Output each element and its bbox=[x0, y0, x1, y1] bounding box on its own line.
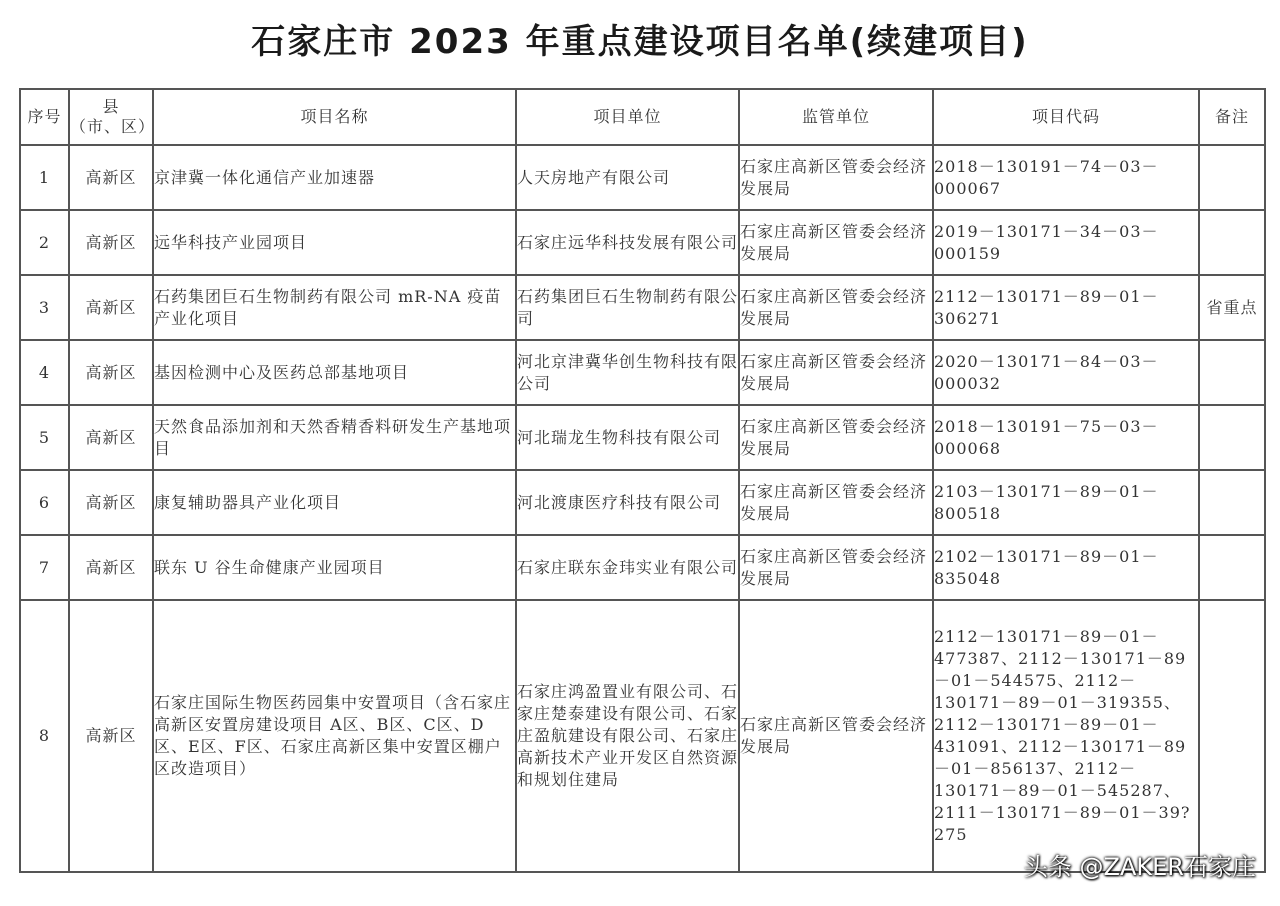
table-row bbox=[20, 145, 1265, 210]
cell-supervisor: 石家庄高新区管委会经济发展局 bbox=[739, 340, 933, 405]
cell-note bbox=[1199, 600, 1265, 872]
table-row bbox=[20, 600, 1265, 872]
cell-note: 省重点 bbox=[1199, 275, 1265, 340]
document-title: 石家庄市 2023 年重点建设项目名单(续建项目) bbox=[251, 22, 1029, 62]
cell-supervisor: 石家庄高新区管委会经济发展局 bbox=[739, 470, 933, 535]
cell-project-name: 天然食品添加剂和天然香精香料研发生产基地项目 bbox=[153, 405, 516, 470]
cell-supervisor: 石家庄高新区管委会经济发展局 bbox=[739, 275, 933, 340]
cell-district: 高新区 bbox=[69, 470, 153, 535]
header-county bbox=[69, 89, 156, 145]
header-county-line1: 县 bbox=[102, 97, 120, 116]
cell-project-name: 联东 U 谷生命健康产业园项目 bbox=[153, 535, 516, 600]
cell-district: 高新区 bbox=[69, 145, 153, 210]
cell-district: 高新区 bbox=[69, 275, 153, 340]
cell-project-code: 2020－130171－84－03－000032 bbox=[933, 340, 1199, 405]
header-project-code: 项目代码 bbox=[933, 89, 1199, 145]
cell-district: 高新区 bbox=[69, 535, 153, 600]
cell-project-unit: 河北京津冀华创生物科技有限公司 bbox=[516, 340, 739, 405]
cell-no: 5 bbox=[20, 405, 69, 470]
watermark-text: 头条 @ZAKER石家庄 bbox=[1023, 853, 1256, 881]
header-county-line2: （市、区） bbox=[70, 117, 156, 136]
cell-project-unit: 河北渡康医疗科技有限公司 bbox=[516, 470, 739, 535]
header-project-name: 项目名称 bbox=[153, 89, 516, 145]
cell-note bbox=[1199, 340, 1265, 405]
cell-project-code: 2112－130171－89－01－306271 bbox=[933, 275, 1199, 340]
cell-no: 2 bbox=[20, 210, 69, 275]
cell-note bbox=[1199, 210, 1265, 275]
header-note: 备注 bbox=[1199, 89, 1265, 145]
table-row bbox=[20, 405, 1265, 470]
cell-district: 高新区 bbox=[69, 600, 153, 872]
cell-district: 高新区 bbox=[69, 210, 153, 275]
cell-project-code: 2103－130171－89－01－800518 bbox=[933, 470, 1199, 535]
cell-supervisor: 石家庄高新区管委会经济发展局 bbox=[739, 405, 933, 470]
cell-no: 8 bbox=[20, 600, 69, 872]
cell-project-unit: 石药集团巨石生物制药有限公司 bbox=[516, 275, 739, 340]
cell-no: 6 bbox=[20, 470, 69, 535]
cell-project-code: 2102－130171－89－01－835048 bbox=[933, 535, 1199, 600]
cell-project-name: 远华科技产业园项目 bbox=[153, 210, 516, 275]
cell-no: 4 bbox=[20, 340, 69, 405]
cell-no: 7 bbox=[20, 535, 69, 600]
cell-project-code: 2018－130191－75－03－000068 bbox=[933, 405, 1199, 470]
table-header-row bbox=[20, 89, 1265, 145]
cell-project-code: 2112－130171－89－01－477387、2112－130171－89－01－544575、2112－130171－89－01－319355、2112－130171－89－01－431091、2112－130171－89－01－856137、2112－130171－89－01－545287、2111－130171－89－01－39?275 bbox=[933, 600, 1199, 872]
table-row bbox=[20, 340, 1265, 405]
cell-note bbox=[1199, 535, 1265, 600]
header-supervisor: 监管单位 bbox=[739, 89, 933, 145]
cell-project-name: 石家庄国际生物医药园集中安置项目（含石家庄高新区安置房建设项目 A区、B区、C区、D区、E区、F区、石家庄高新区集中安置区棚户区改造项目） bbox=[153, 600, 516, 872]
project-table bbox=[19, 88, 1266, 873]
cell-supervisor: 石家庄高新区管委会经济发展局 bbox=[739, 145, 933, 210]
cell-project-name: 石药集团巨石生物制药有限公司 mR-NA 疫苗产业化项目 bbox=[153, 275, 516, 340]
cell-district: 高新区 bbox=[69, 405, 153, 470]
cell-supervisor: 石家庄高新区管委会经济发展局 bbox=[739, 535, 933, 600]
cell-supervisor: 石家庄高新区管委会经济发展局 bbox=[739, 210, 933, 275]
table-row bbox=[20, 470, 1265, 535]
table-row bbox=[20, 210, 1265, 275]
table-row bbox=[20, 275, 1265, 340]
cell-supervisor: 石家庄高新区管委会经济发展局 bbox=[739, 600, 933, 872]
cell-project-code: 2019－130171－34－03－000159 bbox=[933, 210, 1199, 275]
cell-note bbox=[1199, 145, 1265, 210]
cell-no: 3 bbox=[20, 275, 69, 340]
cell-project-code: 2018－130191－74－03－000067 bbox=[933, 145, 1199, 210]
cell-project-name: 基因检测中心及医药总部基地项目 bbox=[153, 340, 516, 405]
cell-district: 高新区 bbox=[69, 340, 153, 405]
header-project-unit: 项目单位 bbox=[516, 89, 739, 145]
cell-project-unit: 石家庄远华科技发展有限公司 bbox=[516, 210, 739, 275]
cell-project-unit: 石家庄联东金玮实业有限公司 bbox=[516, 535, 739, 600]
cell-project-unit: 人天房地产有限公司 bbox=[516, 145, 739, 210]
cell-project-unit: 石家庄鸿盈置业有限公司、石家庄楚泰建设有限公司、石家庄盈航建设有限公司、石家庄高新技术产业开发区自然资源和规划住建局 bbox=[516, 600, 739, 872]
cell-project-name: 京津冀一体化通信产业加速器 bbox=[153, 145, 516, 210]
cell-note bbox=[1199, 405, 1265, 470]
table-row bbox=[20, 535, 1265, 600]
header-no: 序号 bbox=[20, 89, 69, 145]
cell-note bbox=[1199, 470, 1265, 535]
cell-project-name: 康复辅助器具产业化项目 bbox=[153, 470, 516, 535]
cell-project-unit: 河北瑞龙生物科技有限公司 bbox=[516, 405, 739, 470]
cell-no: 1 bbox=[20, 145, 69, 210]
